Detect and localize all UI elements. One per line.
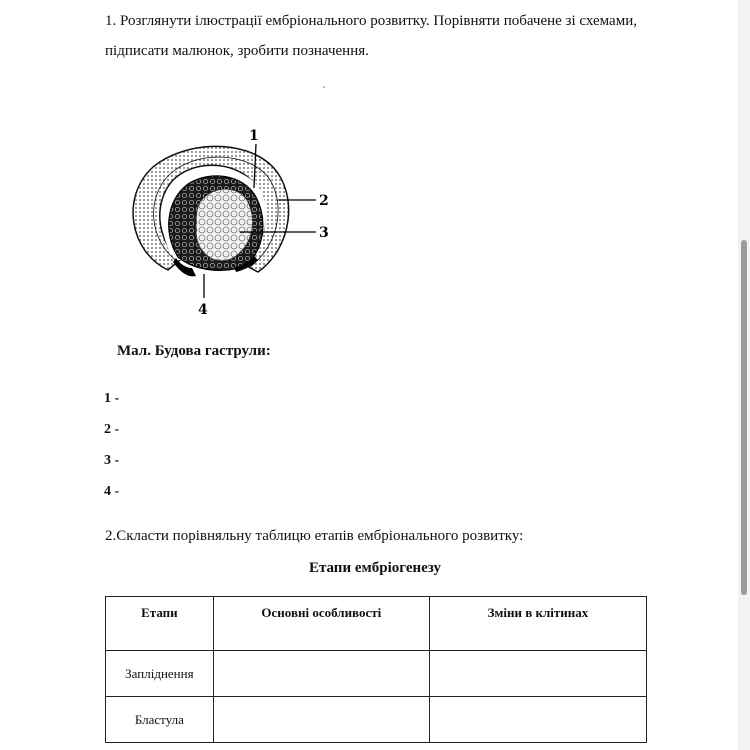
label-list bbox=[104, 388, 119, 512]
header-cell-changes: Зміни в клітинах bbox=[429, 597, 646, 651]
label-item-4: 4 - bbox=[104, 484, 120, 499]
label-item-1: 1 - bbox=[104, 391, 120, 406]
stray-dot bbox=[323, 86, 325, 88]
figure-label-2: 2 bbox=[319, 193, 329, 209]
task-2-text: 2.Скласти порівняльну таблицю етапів ембріонального розвитку: bbox=[105, 528, 524, 544]
features-cell[interactable] bbox=[213, 697, 429, 743]
stages-table bbox=[105, 596, 647, 743]
header-features: Основні особливості bbox=[213, 597, 429, 651]
scrollbar-track[interactable] bbox=[738, 0, 750, 750]
cell-changes-cell[interactable] bbox=[429, 697, 646, 743]
label-item-3: 3 - bbox=[104, 453, 120, 468]
stage-cell[interactable]: Бластула bbox=[106, 697, 214, 743]
figure-label-1: 1 bbox=[249, 128, 259, 144]
gastrula-diagram bbox=[118, 122, 348, 322]
header-stages: Етапи bbox=[106, 597, 214, 651]
stage-cell[interactable]: Запліднення bbox=[106, 651, 214, 697]
table-row bbox=[106, 697, 647, 743]
label-item-2: 2 - bbox=[104, 422, 120, 437]
task-1-text: 1. Розглянути ілюстрації ембріонального розвитку. Порівняти побачене зі схемами, підписати малюнок, зробити позначення. bbox=[105, 13, 637, 59]
figure-label-3: 3 bbox=[319, 225, 329, 241]
figure-caption: Мал. Будова гаструли: bbox=[117, 343, 271, 359]
table-header-row bbox=[106, 597, 647, 651]
figure-label-4: 4 bbox=[198, 302, 208, 318]
scrollbar-thumb[interactable] bbox=[741, 240, 747, 595]
table-title: Етапи ембріогенезу bbox=[308, 560, 442, 576]
table-row bbox=[106, 651, 647, 697]
cell-changes-cell[interactable] bbox=[429, 651, 646, 697]
features-cell[interactable] bbox=[213, 651, 429, 697]
